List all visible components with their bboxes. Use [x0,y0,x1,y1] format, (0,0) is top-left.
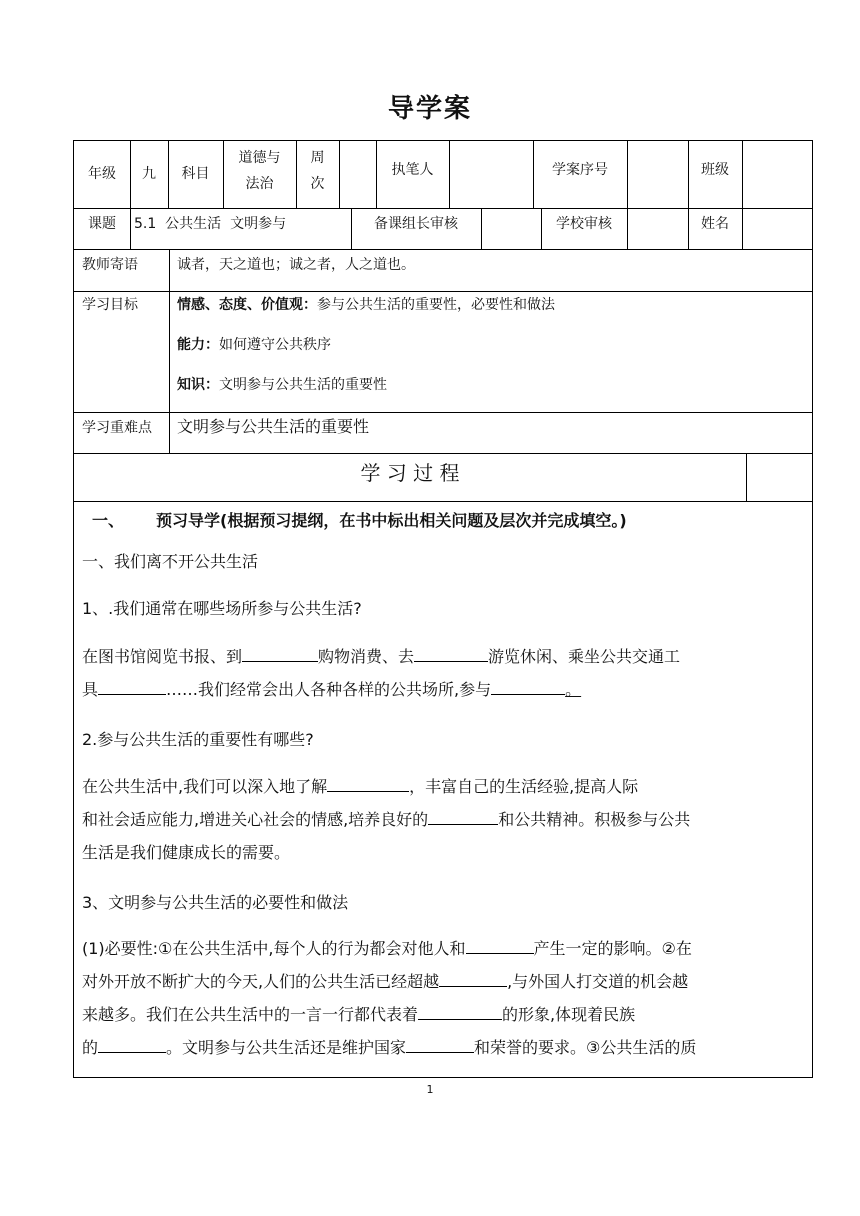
subject-value-line2: 法治 [245,176,274,192]
plan-number-label: 学案序号 [552,162,608,178]
section-heading: 一、 预习导学(根据预习提纲，在书中标出相关问题及层次并完成填空。) [92,511,627,530]
fill-blank[interactable] [98,1036,166,1053]
fill-blank[interactable] [414,645,488,662]
fill-blank[interactable] [466,937,534,954]
topic-value: 5.1 公共生活 文明参与 [134,216,287,232]
fill-blank[interactable] [98,678,166,695]
fill-blank[interactable] [428,808,498,825]
fill-blank[interactable] [327,775,409,792]
fill-blank[interactable] [418,1003,502,1020]
paragraph-1: 在图书馆阅览书报、到 购物消费、去 游览休闲、乘坐公共交通工 具 ……我们经常会出人各种各样的公共场所,参与 。 [82,647,681,699]
teacher-message-text: 诚者，天之道也；诚之者，人之道也。 [177,257,415,273]
name-label: 姓名 [701,216,729,232]
topic-label: 课题 [88,216,116,232]
week-label-line2: 次 [310,176,325,192]
class-label: 班级 [701,162,729,178]
goal-item-ability: 能力：如何遵守公共秩序 [177,337,331,353]
goal-item-knowledge: 知识：文明参与公共生活的重要性 [177,377,387,393]
paragraph-2: 在公共生活中,我们可以深入地了解 ，丰富自己的生活经验,提高人际 和社会适应能力,增进关心社会的情感,培养良好的 和公共精神。积极参与公共 生活是我们健康成长的需要。 [82,777,691,862]
grade-value: 九 [142,166,156,182]
goals-label: 学习目标 [82,297,138,313]
heading-public-life: 一、我们离不开公共生活 [82,552,259,571]
grade-label: 年级 [88,166,116,182]
fill-blank[interactable] [406,1036,474,1053]
group-review-label: 备课组长审核 [374,216,458,232]
difficulty-text: 文明参与公共生活的重要性 [177,417,370,436]
week-label-line1: 周 [310,150,325,166]
page-title: 导学案 [387,94,472,124]
process-title: 学 习 过 程 [360,461,460,485]
fill-blank[interactable] [491,678,565,695]
question-3: 3、文明参与公共生活的必要性和做法 [82,893,349,912]
school-review-label: 学校审核 [556,216,612,232]
fill-blank[interactable] [242,645,318,662]
teacher-message-label: 教师寄语 [82,257,138,273]
question-1: 1、.我们通常在哪些场所参与公共生活? [82,599,362,618]
difficulty-label: 学习重难点 [82,420,152,436]
question-2: 2.参与公共生活的重要性有哪些? [82,730,314,749]
subject-value-line1: 道德与 [238,150,281,166]
goal-item-attitude: 情感、态度、价值观：参与公共生活的重要性，必要性和做法 [177,297,555,313]
fill-blank[interactable] [439,970,507,987]
paragraph-3: (1)必要性:①在公共生活中,每个人的行为都会对他人和 产生一定的影响。②在 对外开放不断扩大的今天,人们的公共生活已经超越 ,与外国人打交道的机会越 来越多。我们在公共生活中的一言一行都代表着 的形象,体现着民族 的 。文明参与公共生活还是维护国家 和荣誉的要求。③公共生活的质 [82,939,697,1057]
page-number: 1 [426,1083,434,1096]
subject-label: 科目 [181,166,210,182]
author-label: 执笔人 [391,162,434,178]
